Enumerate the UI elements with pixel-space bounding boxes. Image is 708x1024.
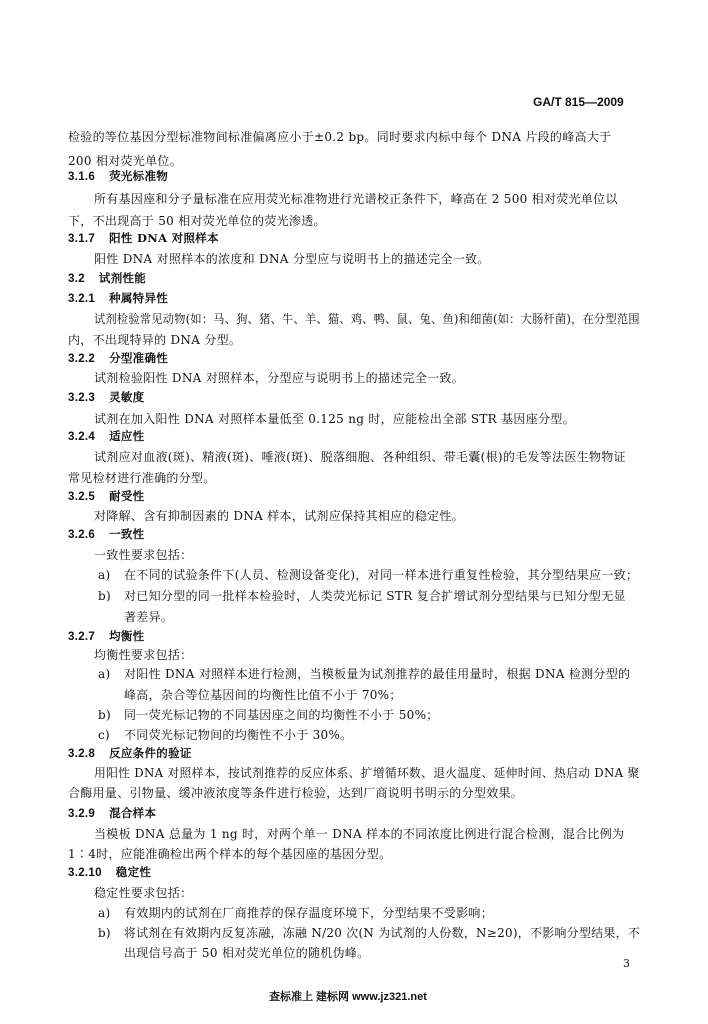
paragraph-line: 试剂在加入阳性 DNA 对照样本量低至 0.125 ng 时，应能检出全部 STR 基因座分型。 [94,412,575,426]
paragraph-line: 当模板 DNA 总量为 1 ng 时，对两个单一 DNA 样本的不同浓度比例进行混合检测，混合比例为 [94,827,625,841]
section-heading-3-2-7: 3.2.7 均衡性 [68,629,145,643]
section-heading-3-2-1: 3.2.1 种属特异性 [68,291,169,305]
paragraph-line: 1∶4时，应能准确检出两个样本的每个基因座的基因分型。 [68,847,392,861]
paragraph-line: 均衡性要求包括： [94,648,193,662]
list-item: c) 不同荧光标记物间的均衡性不小于 30%。 [98,728,353,742]
footer-watermark: 查标准上 建标网 www.jz321.net [269,991,427,1003]
section-heading-3-2-9: 3.2.9 混合样本 [68,806,157,820]
standard-number: GA/T 815—2009 [533,95,624,109]
paragraph-line: 内，不出现特异的 DNA 分型。 [68,333,242,347]
paragraph-line: 对降解、含有抑制因素的 DNA 样本，试剂应保持其相应的稳定性。 [94,509,465,523]
paragraph-line: 下，不出现高于 50 相对荧光单位的荧光渗透。 [68,214,326,228]
section-heading-3-2-2: 3.2.2 分型准确性 [68,351,169,365]
paragraph-line: 200 相对荧光单位。 [68,154,183,168]
paragraph-line: 检验的等位基因分型标准物间标准偏离应小于±0.2 bp。同时要求内标中每个 DNA 片段的峰高大于 [68,130,612,144]
section-heading-3-2-3: 3.2.3 灵敏度 [68,390,145,404]
list-item: a) 有效期内的试剂在厂商推荐的保存温度环境下，分型结果不受影响； [98,906,494,920]
paragraph-line: 试剂检验常见动物(如：马、狗、猪、牛、羊、猫、鸡、鸭、鼠、兔、鱼)和细菌(如：大肠杆菌)，在分型范围 [94,312,640,326]
paragraph-line: 阳性 DNA 对照样本的浓度和 DNA 分型应与说明书上的描述完全一致。 [94,252,490,266]
paragraph-line: 稳定性要求包括： [94,886,193,900]
paragraph-line: 试剂检验阳性 DNA 对照样本，分型应与说明书上的描述完全一致。 [94,371,465,385]
paragraph-line: 合酶用量、引物量、缓冲液浓度等条件进行检验，达到厂商说明书明示的分型效果。 [68,786,524,800]
section-heading-3-2: 3.2 试剂性能 [68,271,147,285]
paragraph-line: 用阳性 DNA 对照样本，按试剂推荐的反应体系、扩增循环数、退火温度、延伸时间、热启动 DNA 聚 [94,766,640,780]
section-heading-3-2-6: 3.2.6 一致性 [68,527,145,541]
paragraph-line: 试剂应对血液(斑)、精液(斑)、唾液(斑)、脱落细胞、各种组织、带毛囊(根)的毛发等法医生物物证 [94,450,626,464]
list-item: b) 同一荧光标记物的不同基因座之间的均衡性不小于 50%； [98,708,439,722]
list-item-continuation: 著差异。 [124,610,174,624]
list-item: a) 在不同的试验条件下(人员、检测设备变化)，对同一样本进行重复性检验，其分型结果应一致； [98,568,639,582]
list-item: b) 将试剂在有效期内反复冻融，冻融 N/20 次(N 为试剂的人份数，N≥20)，不影响分型结果，不 [98,926,641,940]
section-heading-3-1-6: 3.1.6 荧光标准物 [68,169,169,183]
paragraph-line: 一致性要求包括： [94,548,193,562]
section-heading-3-2-10: 3.2.10 稳定性 [68,865,152,879]
page-number: 3 [623,957,630,970]
list-item: b) 对已知分型的同一批样本检验时，人类荧光标记 STR 复合扩增试剂分型结果与已知分型无显 [98,589,626,603]
list-item-continuation: 峰高，杂合等位基因间的均衡性比值不小于 70%； [124,688,402,702]
paragraph-line: 所有基因座和分子量标准在应用荧光标准物进行光谱校正条件下，峰高在 2 500 相对荧光单位以 [94,192,618,206]
list-item-continuation: 出现信号高于 50 相对荧光单位的随机伪峰。 [124,946,370,960]
section-heading-3-2-8: 3.2.8 反应条件的验证 [68,746,192,760]
section-heading-3-2-5: 3.2.5 耐受性 [68,489,145,503]
section-heading-3-1-7: 3.1.7 阳性 DNA 对照样本 [68,231,219,245]
section-heading-3-2-4: 3.2.4 适应性 [68,429,145,443]
paragraph-line: 常见检材进行准确的分型。 [68,471,216,485]
list-item: a) 对阳性 DNA 对照样本进行检测，当模板量为试剂推荐的最佳用量时，根据 DNA 检测分型的 [98,667,631,681]
